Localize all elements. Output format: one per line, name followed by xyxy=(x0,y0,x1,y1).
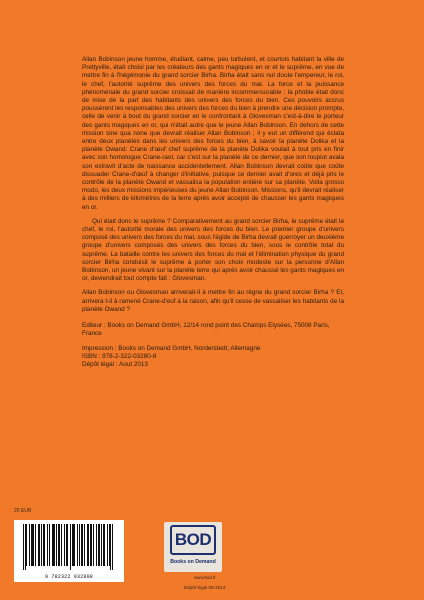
bod-url: www.bod.fr xyxy=(194,575,216,580)
publisher-info xyxy=(82,322,344,369)
synopsis-paragraph-2: Qui était donc le suprême ? Comparativement au grand sorcier Birha, le suprême était le chef, le roi, l'autorité morale des univers des forces du bien. Le premier groupe d'univers composé des univers des forces du mal, sous l'égide de Birha devrait guerroyer un deuxième groupe d'univers composés des univers des forces du bien, sous le contrôle total du suprême. La bataille contre les univers des forces du mal et l'élimination physique du grand sorcier Birha conduisit le suprême à porter son choix modeste sur la personne d'Allan Bobinson, un jeune vivant sur la planète terre qui après avoir chaussé les gants magiques en or, deviendrait tout compte fait : Glovesman. xyxy=(82,217,344,283)
synopsis-paragraph-3: Allan Bobinson ou Glovesman arriverait-il à mettre fin au règne du grand sorcier Birha ? Et, arrivera t-il à ramené Crane-d'euf à la raison, afin qu'il cesse de vassaliser les habitants de la planète Owand ? xyxy=(82,289,344,313)
bod-logo xyxy=(164,522,222,572)
barcode-bars xyxy=(22,524,116,570)
bod-mark-text: BOD xyxy=(174,530,212,549)
bod-tagline: Books on Demand xyxy=(170,559,216,565)
depot-legal-line: Dépôt légal : Aout 2013 xyxy=(82,360,148,368)
bod-mark xyxy=(170,525,216,555)
isbn-line: ISBN : 978-2-322-03280-8 xyxy=(82,352,157,360)
impression-line: Impression : Books on Demand GmbH, Norderstedt, Allemagne xyxy=(82,344,261,352)
isbn-barcode xyxy=(14,520,124,582)
barcode-number: 9 782322 032808 xyxy=(44,574,93,580)
price-label: 20 EUR xyxy=(14,508,32,514)
bod-legal-notice: Dépôt légal 08-2013 xyxy=(184,585,226,590)
back-cover-text xyxy=(82,56,344,369)
synopsis-paragraph-1: Allan Bobinson jeune homme, étudiant, calme, peu turbulent, et courtois habitant la ville de Prettyville, était choisi par les créateurs des gants magiques en or et le suprême, en vue de mettre fin à l'hégémonie du grand sorcier Birha. Birha était sans nul doute l'empereur, le roi, le chef, l'autorité suprême des univers des forces du mal. La force et la puissance phénoménale du grand sorcier croissait de manière incommensurable ; la phobie était donc de mise de la part des habitants des univers des forces du bien. Ces pouvoirs accrus poussèrent les responsables des univers des forces du bien à prendre une décision prompte, celle de venir à bout du grand sorcier en le confrontant à Glovesman c'est-à-dire le porteur des gants magiques en or, qui n'était autre que le jeune Allan Bobinson. En dehors de cette mission sine qua none que devrait réaliser Allan Bobinson ; il y eut un différend qui éclata entre deux planètes dans les univers des forces du bien, à savoir la planète Dolika et la planète Owand: Crane d'œuf chef suprême de la planète Dolika voulait à tout pris en finir avec son homologue Crane-raol, car c'est sur la planète de ce dernier, que son loupiot avala son extravit d'acte de naissance accidentellement. Allan Bobinson devrait coûte que coûte dissuader Crane-d'œuf à changer d'initiative, puisque ce dernier avait d'ores et déjà pris le contrôle de la planète Owand et vassalisa la population entière sur sa planète. Voila grosso modo, les deux missions impérieuses du jeune Allan Bobinson. Missions, qu'il devrait réaliser à des milliers de kilomètres de la terre après avoir accepté de chausser les gants magiques en or. xyxy=(82,56,344,211)
editor-line: Editeur : Books on Demand GmbH, 12/14 rond point des Champs Elysées, 75008 Paris, France xyxy=(82,322,330,338)
